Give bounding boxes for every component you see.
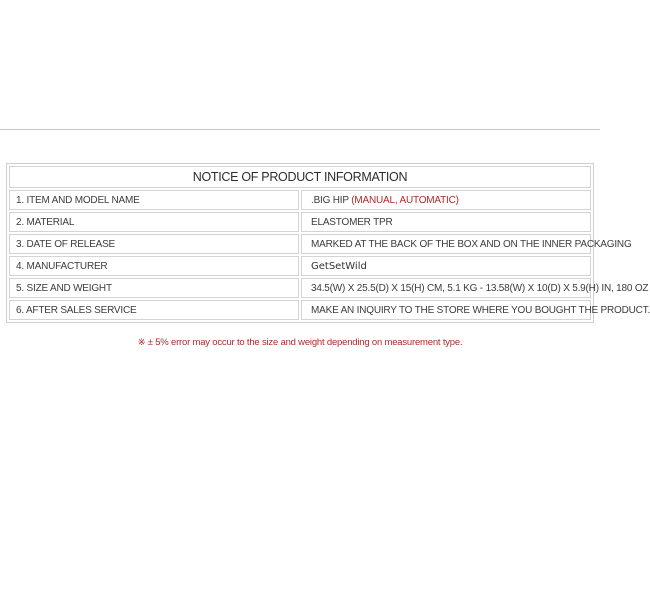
row-label-item-model: 1. ITEM AND MODEL NAME bbox=[9, 190, 299, 210]
row-label-manufacturer: 4. MANUFACTURER bbox=[9, 256, 299, 276]
row-value-release-date: MARKED AT THE BACK OF THE BOX AND ON THE INNER PACKAGING bbox=[301, 234, 591, 254]
item-model-variant: (MANUAL, AUTOMATIC) bbox=[351, 194, 459, 206]
measurement-footnote: ※ ± 5% error may occur to the size and weight depending on measurement type. bbox=[137, 337, 463, 348]
table-title: NOTICE OF PRODUCT INFORMATION bbox=[9, 166, 591, 188]
table-row-release-date bbox=[9, 234, 591, 254]
table-row-size-weight bbox=[9, 278, 591, 298]
row-value-material: ELASTOMER TPR bbox=[301, 212, 591, 232]
table-row-material bbox=[9, 212, 591, 232]
table-row-after-sales bbox=[9, 300, 591, 320]
row-label-after-sales: 6. AFTER SALES SERVICE bbox=[9, 300, 299, 320]
product-notice-table bbox=[6, 163, 650, 323]
row-value-manufacturer bbox=[301, 256, 591, 276]
manufacturer-name: GetSetWild bbox=[311, 260, 367, 272]
table-row-manufacturer bbox=[9, 256, 591, 276]
top-divider bbox=[0, 129, 600, 130]
row-label-material: 2. MATERIAL bbox=[9, 212, 299, 232]
item-model-name: .BIG HIP bbox=[311, 194, 352, 206]
row-label-size-weight: 5. SIZE AND WEIGHT bbox=[9, 278, 299, 298]
table-title-row bbox=[9, 166, 591, 188]
row-value-item-model bbox=[301, 190, 591, 210]
table-row-item-model bbox=[9, 190, 591, 210]
row-label-release-date: 3. DATE OF RELEASE bbox=[9, 234, 299, 254]
row-value-after-sales: MAKE AN INQUIRY TO THE STORE WHERE YOU BOUGHT THE PRODUCT. bbox=[301, 300, 591, 320]
row-value-size-weight: 34.5(W) X 25.5(D) X 15(H) CM, 5.1 KG - 13.58(W) X 10(D) X 5.9(H) IN, 180 OZ bbox=[301, 278, 591, 298]
